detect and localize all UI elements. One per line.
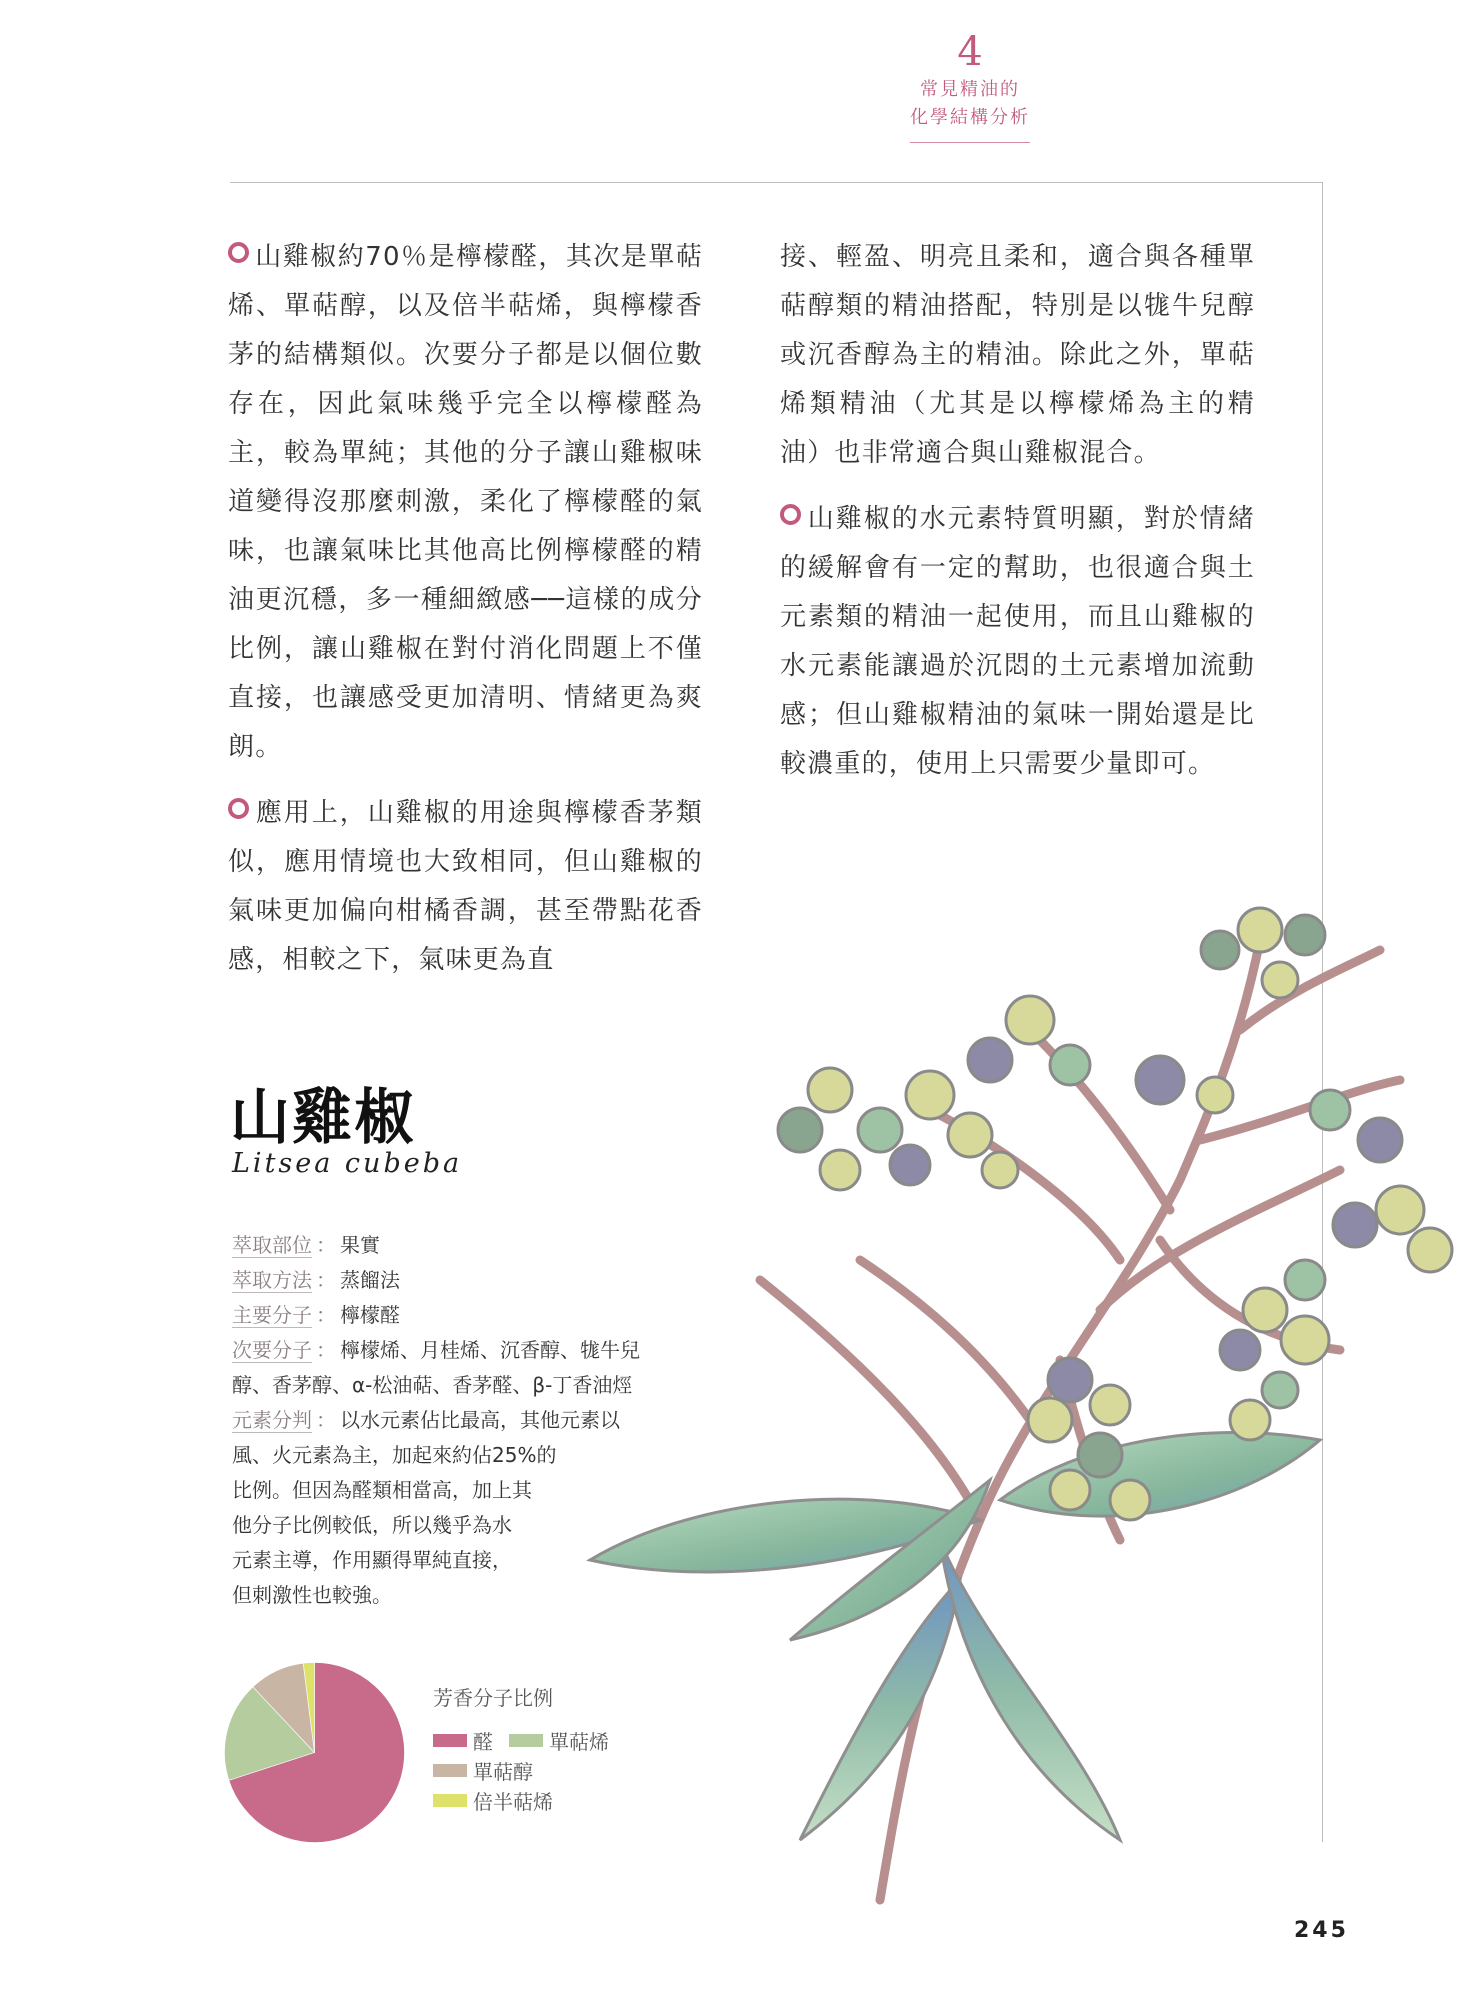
info-separator: ： — [316, 1303, 336, 1327]
paragraph-text: 山雞椒約70％是檸檬醛，其次是單萜烯、單萜醇，以及倍半萜烯，與檸檬香茅的結構類似。次要分子都是以個位數存在，因此氣味幾乎完全以檸檬醛為主，較為單純；其他的分子讓山雞椒味道變得沒那麼刺激，柔化了檸檬醛的氣味，也讓氣味比其他高比例檸檬醛的精油更沉穩，多一種細緻感──這樣的成分比例，讓山雞椒在對付消化問題上不僅直接，也讓感受更加清明、情緒更為爽朗。 — [228, 242, 703, 762]
info-separator: ： — [316, 1268, 336, 1292]
info-value: 檸檬烯、月桂烯、沉香醇、牻牛兒 — [340, 1338, 640, 1362]
info-value: 但刺激性也較強。 — [232, 1583, 392, 1607]
berries — [778, 908, 1452, 1520]
legend-swatch — [433, 1794, 467, 1807]
chapter-marker — [890, 28, 1050, 143]
info-value: 果實 — [340, 1233, 380, 1257]
leaves — [590, 1433, 1320, 1841]
frame-top-line — [230, 182, 1322, 183]
info-value: 醇、香茅醇、α-松油萜、香茅醛、β-丁香油烴 — [232, 1373, 633, 1397]
info-value: 元素主導，作用顯得單純直接， — [232, 1548, 512, 1572]
legend-title: 芳香分子比例 — [433, 1686, 553, 1710]
legend-swatch — [433, 1734, 467, 1747]
info-label: 次要分子 — [232, 1338, 312, 1362]
info-value: 他分子比例較低，所以幾乎為水 — [232, 1513, 512, 1537]
info-value: 檸檬醛 — [340, 1303, 400, 1327]
paragraph-text: 山雞椒的水元素特質明顯，對於情緒的緩解會有一定的幫助，也很適合與土元素類的精油一起使用，而且山雞椒的水元素能讓過於沉悶的土元素增加流動感；但山雞椒精油的氣味一開始還是比較濃重的，使用上只需要少量即可。 — [780, 504, 1255, 779]
paragraph-text: 應用上，山雞椒的用途與檸檬香茅類似，應用情境也大致相同，但山雞椒的氣味更加偏向柑橘香調，甚至帶點花香感，相較之下，氣味更為直 — [228, 798, 703, 975]
info-value: 蒸餾法 — [340, 1268, 400, 1292]
info-separator: ： — [316, 1338, 336, 1362]
legend-swatch — [433, 1764, 467, 1777]
chapter-rule — [910, 142, 1030, 143]
legend-label: 單萜烯 — [549, 1729, 609, 1754]
litsea-cubeba-illustration — [560, 880, 1460, 1970]
info-separator: ： — [316, 1408, 336, 1432]
info-value: 風、火元素為主，加起來約佔25%的 — [232, 1443, 557, 1467]
info-label: 萃取方法 — [232, 1268, 312, 1292]
plant-name-chinese: 山雞椒 — [230, 1083, 416, 1153]
legend-label: 醛 — [473, 1729, 493, 1754]
aroma-pie-chart — [222, 1660, 407, 1845]
body-column-right — [780, 233, 1255, 806]
legend-item — [433, 1725, 493, 1755]
paragraph-text: 接、輕盈、明亮且柔和，適合與各種單萜醇類的精油搭配，特別是以牻牛兒醇或沉香醇為主的精油。除此之外，單萜烯類精油（尤其是以檸檬烯為主的精油）也非常適合與山雞椒混合。 — [780, 242, 1255, 468]
paragraph — [780, 495, 1255, 789]
info-label: 元素分判 — [232, 1408, 312, 1432]
bullet-icon — [228, 242, 249, 263]
bullet-icon — [780, 504, 801, 525]
info-separator: ： — [316, 1233, 336, 1257]
info-label: 萃取部位 — [232, 1233, 312, 1257]
legend-label: 倍半萜烯 — [473, 1789, 553, 1814]
plant-name-latin: Litsea cubeba — [232, 1148, 463, 1179]
info-label: 主要分子 — [232, 1303, 312, 1327]
info-value: 以水元素佔比最高，其他元素以 — [340, 1408, 620, 1432]
paragraph — [780, 233, 1255, 478]
chapter-number: 4 — [957, 29, 983, 75]
info-value: 比例。但因為醛類相當高，加上其 — [232, 1478, 532, 1502]
page-number: 245 — [1294, 1918, 1349, 1943]
chapter-title-line2: 化學結構分析 — [910, 107, 1030, 128]
bullet-icon — [228, 798, 249, 819]
legend-label: 單萜醇 — [473, 1759, 533, 1784]
chapter-title-line1: 常見精油的 — [920, 79, 1020, 100]
legend-swatch — [509, 1734, 543, 1747]
paragraph — [228, 233, 703, 772]
